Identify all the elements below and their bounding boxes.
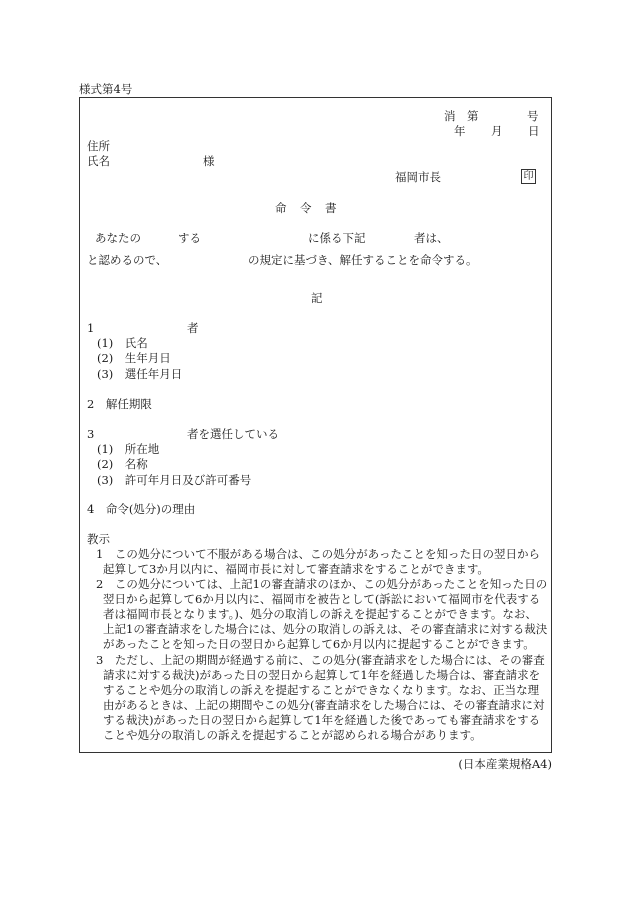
section1-item-appointed-date: (3) 選任年月日 — [97, 367, 183, 381]
section3-title: 者を選任している — [187, 427, 279, 441]
form-number: 様式第4号 — [79, 82, 133, 96]
seal-stamp: 印 — [521, 169, 536, 184]
instruction-line: 者は福岡市長となります。)、処分の取消しの訴えを提起することができます。なお、 — [103, 607, 537, 621]
ref-prefix: 消 — [444, 109, 456, 123]
instruction-line: 翌日から起算して6か月以内に、福岡市を被告として(訴訟において福岡市を代表する — [103, 592, 541, 606]
section1-item-birthdate: (2) 生年月日 — [97, 351, 171, 365]
instructions-label: 教示 — [87, 532, 110, 546]
section3-item-permit: (3) 許可年月日及び許可番号 — [97, 473, 252, 487]
intro-part-2: する — [178, 231, 201, 245]
honorific: 様 — [203, 154, 215, 168]
section3-number: 3 — [87, 427, 95, 441]
intro-part-6: の規定に基づき、解任することを命令する。 — [248, 253, 478, 267]
instruction-line: 上記1の審査請求をした場合には、処分の取消しの訴えは、その審査請求に対する裁決 — [103, 622, 548, 636]
instruction-line: する裁決)があった日の翌日から起算して1年を経過した後であっても審査請求をする — [103, 713, 541, 727]
date-year: 年 — [454, 124, 466, 138]
document-title: 命 令 書 — [275, 201, 338, 215]
section3-item-name: (2) 名称 — [97, 457, 148, 471]
intro-part-1: あなたの — [95, 231, 141, 245]
instruction-line: ことや処分の取消しの訴えを提起することが認められる場合があります。 — [103, 728, 482, 742]
instruction-line: 1 この処分について不服がある場合は、この処分があったことを知った日の翌日から — [96, 547, 540, 561]
order-form-frame — [79, 97, 552, 753]
intro-part-4: 者は、 — [414, 231, 449, 245]
instruction-line: があったことを知った日の翌日から起算して6か月以内に提起することができます。 — [103, 637, 535, 651]
address-label: 住所 — [87, 139, 110, 153]
section2-title: 2 解任期限 — [87, 397, 152, 411]
section1-item-name: (1) 氏名 — [97, 336, 148, 350]
issuer-name: 福岡市長 — [395, 170, 441, 184]
section1-number: 1 — [87, 321, 95, 335]
section4-title: 4 命令(処分)の理由 — [87, 502, 196, 516]
section3-item-location: (1) 所在地 — [97, 442, 160, 456]
name-label: 氏名 — [87, 154, 110, 168]
instruction-line: 請求に対する裁決)があった日の翌日から起算して1年を経過した場合は、審査請求を — [103, 668, 541, 682]
ref-go: 号 — [527, 109, 539, 123]
intro-part-3: に係る下記 — [308, 231, 366, 245]
instruction-line: 3 ただし、上記の期間が経過する前に、この処分(審査請求をした場合には、その審査 — [96, 653, 545, 667]
ref-dai: 第 — [467, 109, 479, 123]
instruction-line: 由があるときは、上記の期間やこの処分(審査請求をした場合には、その審査請求に対 — [103, 698, 545, 712]
section1-title: 者 — [187, 321, 199, 335]
date-day: 日 — [528, 124, 540, 138]
intro-part-5: と認めるので、 — [87, 253, 168, 267]
instruction-line: 2 この処分については、上記1の審査請求のほか、この処分があったことを知った日の — [96, 577, 548, 591]
date-month: 月 — [491, 124, 503, 138]
instruction-line: 起算して3か月以内に、福岡市長に対して審査請求をすることができます。 — [103, 562, 489, 576]
ki-heading: 記 — [311, 291, 323, 305]
paper-size-note: (日本産業規格A4) — [458, 757, 552, 771]
instruction-line: することや処分の取消しの訴えを提起することができなくなります。なお、正当な理 — [103, 683, 540, 697]
